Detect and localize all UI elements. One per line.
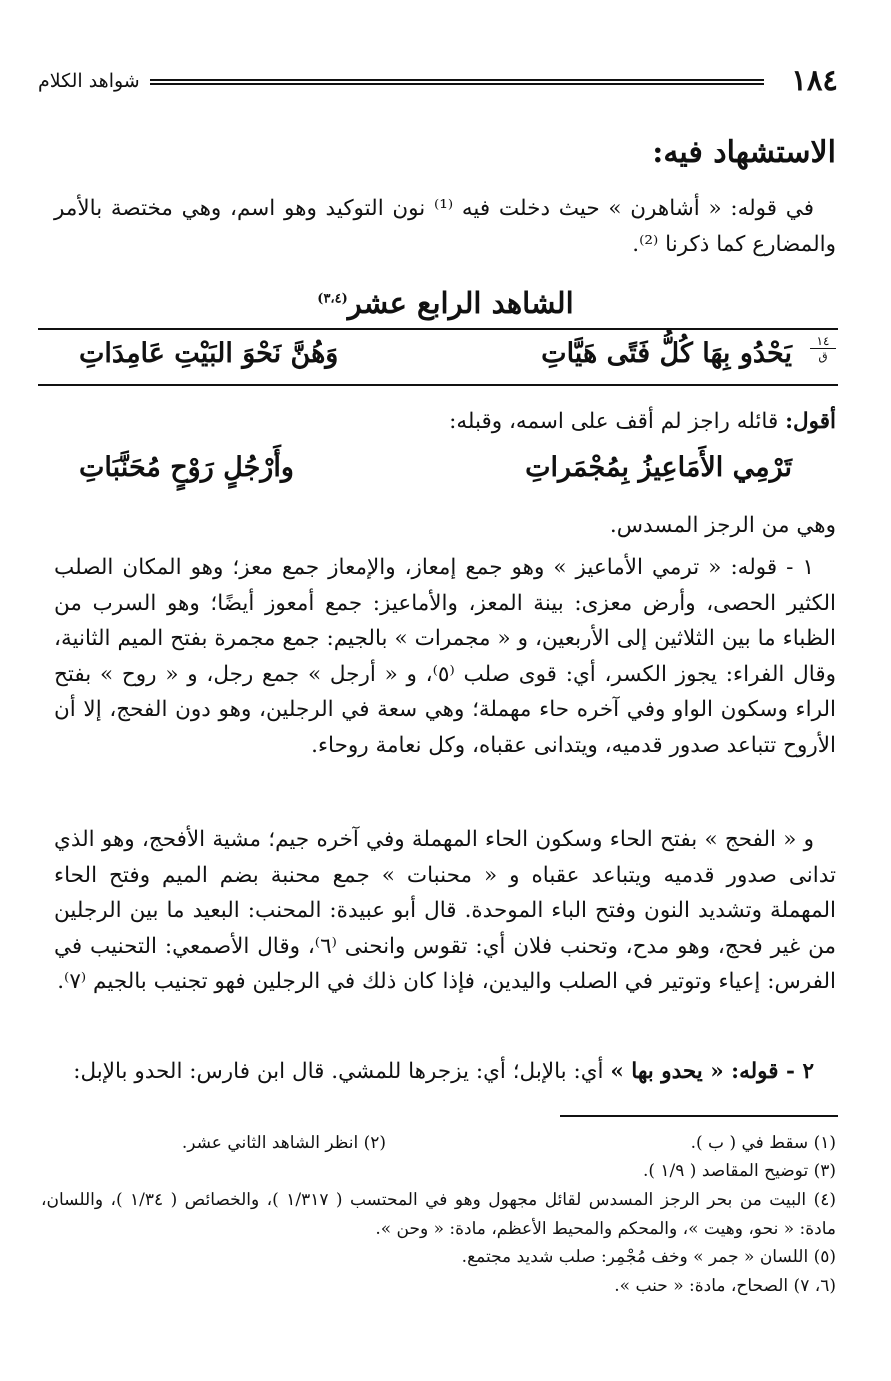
aqul-text: قائله راجز لم أقف على اسمه، وقبله: bbox=[449, 409, 786, 434]
verse-number-bottom: ق bbox=[818, 349, 828, 363]
commentary-paragraph-3 bbox=[54, 1054, 836, 1090]
footnote-5: (٥) اللسان « جمر » وخف مُجْمِر: صلب شديد مجتمع. bbox=[461, 1247, 836, 1267]
verse-bottom-rule bbox=[38, 384, 838, 386]
footnote-3: (٣) توضيح المقاصد ( ١/٩ ). bbox=[642, 1161, 836, 1181]
footnotes-row-1 bbox=[41, 1129, 836, 1157]
running-header bbox=[38, 62, 838, 102]
footnote-separator bbox=[560, 1115, 838, 1117]
section-title: الاستشهاد فيه: bbox=[652, 135, 836, 170]
shahid-title: الشاهد الرابع عشر bbox=[347, 286, 574, 320]
shahid-heading bbox=[0, 282, 891, 324]
footnote-1: (١) سقط في ( ب ). bbox=[690, 1133, 836, 1153]
footnote-4: (٤) البيت من بحر الرجز المسدس لقائل مجهول وهو في المحتسب ( ١/٣١٧ )، والخصائص ( ١/٣٤ )، واللسان، مادة: « نحو، وهيت »، والمحكم والمحيط الأعظم، مادة: « وحن ». bbox=[41, 1190, 836, 1239]
commentary-paragraph-1: ١ - قوله: « ترمي الأماعيز » وهو جمع إمعاز، والإمعاز جمع معز؛ وهو المكان الصلب الكثير الحصى، وأرض معزى: بينة المعز، والأماعيز: جمع أمعوز أيضًا؛ وهو السرب من الظباء ما بين الثلاثين إلى الأربعين، و « مجمرات » بالجيم: جمع مجمرة بفتح الميم الثانية، وقال الفراء: يجوز الكسر، أي: قوى صلب ⁽٥⁾، و « أرجل » جمع رجل، و « روح » بفتح الراء وسكون الواو وفي آخره حاء مهملة؛ وهي سعة في الرجلين، وهو دون الفحج، إلا أن الأروح تتباعد صدور قدميه، ويتدانى عقباه، وكل نعامة روحاء. bbox=[54, 555, 836, 758]
verse-hemistich-1: يَحْدُو بِهَا كُلُّ فَتًى هَيَّاتِ bbox=[541, 338, 792, 369]
paragraph-3-text: أي: بالإبل؛ أي: يزجرها للمشي. قال ابن فارس: الحدو بالإبل: bbox=[73, 1059, 611, 1084]
page-number: ١٨٤ bbox=[791, 63, 838, 97]
verse-number bbox=[810, 334, 836, 363]
running-title: شواهد الكلام bbox=[38, 70, 140, 92]
verse-top-rule bbox=[38, 328, 838, 330]
intro-paragraph: في قوله: « أشاهرن » حيث دخلت فيه ⁽¹⁾ نون التوكيد وهو اسم، وهي مختصة بالأمر والمضارع كما ذكرنا ⁽²⁾. bbox=[54, 196, 836, 257]
preceding-hemistich-1: تَرْمِي الأَمَاعِيزُ بِمُجْمَراتِ bbox=[525, 452, 792, 483]
preceding-verse bbox=[54, 450, 836, 494]
main-verse bbox=[54, 332, 836, 380]
verse-hemistich-2: وَهُنَّ نَحْوَ البَيْتِ عَامِدَاتِ bbox=[79, 338, 339, 369]
meter-line: وهي من الرجز المسدس. bbox=[609, 513, 836, 538]
preceding-hemistich-2: وأَرْجُلٍ رَوْحٍ مُحَنَّبَاتِ bbox=[79, 452, 294, 483]
shahid-footnote-marks: (٣،٤) bbox=[317, 291, 348, 307]
verse-number-top: ١٤ bbox=[810, 334, 836, 349]
header-double-rule bbox=[150, 79, 764, 85]
commentary-paragraph-2: و « الفحج » بفتح الحاء وسكون الحاء المهملة وفي آخره جيم؛ مشية الأفحج، وهو الذي تدانى صدور قدميه ويتباعد عقباه و « محنبات » جمع محنبة بضم الميم وفتح الحاء المهملة وتشديد النون وفتح الباء الموحدة. قال أبو عبيدة: المحنب: البعيد ما بين الرجلين من غير فحج، وهو مدح، وتحنب فلان أي: تقوس وانحنى ⁽٦⁾، وقال الأصمعي: التحنيب في الفرس: إعياء وتوتير في الصلب واليدين، فإذا كان ذلك في الرجلين فهو تجنيب بالجيم ⁽٧⁾. bbox=[54, 827, 836, 994]
aqul-lead: أقول: bbox=[785, 409, 836, 434]
footnote-2: (٢) انظر الشاهد الثاني عشر. bbox=[181, 1133, 386, 1153]
footnote-6: (٦، ٧) الصحاح، مادة: « حنب ». bbox=[614, 1276, 836, 1296]
paragraph-3-lead: ٢ - قوله: « يحدو بها » bbox=[610, 1059, 814, 1084]
aqul-paragraph bbox=[54, 404, 836, 440]
